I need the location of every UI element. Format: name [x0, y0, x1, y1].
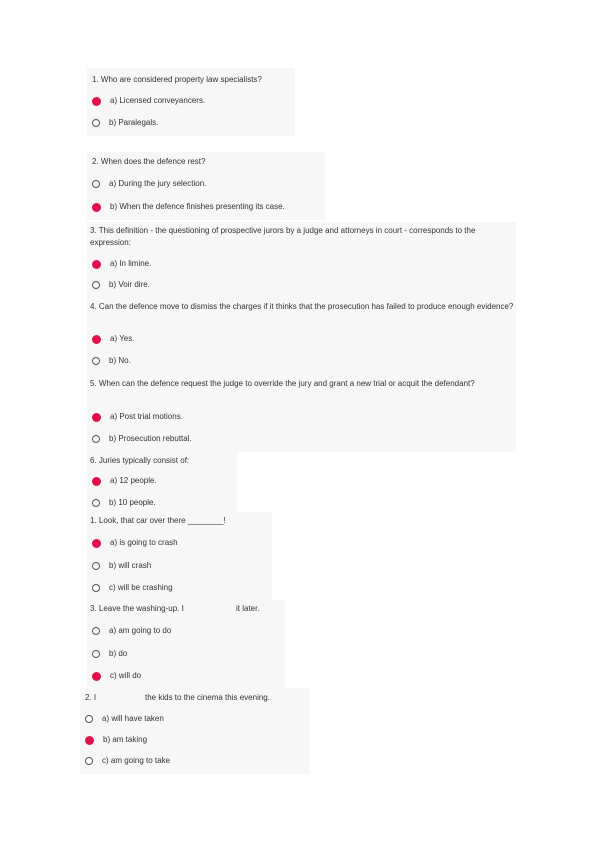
option-label: c) will be crashing: [109, 583, 173, 592]
answer-option[interactable]: [92, 649, 127, 659]
option-label: a) 12 people.: [110, 476, 157, 485]
option-label: a) am going to do: [109, 626, 172, 635]
radio-selected-icon[interactable]: [92, 672, 101, 681]
answer-option[interactable]: [92, 334, 134, 344]
question-text: 5. When can the defence request the judge to override the jury and grant a new trial or acquit the defendant?: [90, 379, 475, 388]
question-text: 4. Can the defence move to dismiss the charges if it thinks that the prosecution has failed to produce enough evidence?: [90, 302, 514, 311]
question-text: 3. This definition - the questioning of prospective jurors by a judge and attorneys in court - corresponds to the expression:: [90, 226, 476, 247]
radio-empty-icon[interactable]: [92, 435, 100, 443]
answer-option[interactable]: [92, 561, 151, 571]
option-label: b) No.: [109, 356, 131, 365]
radio-selected-icon[interactable]: [85, 736, 94, 745]
answer-option[interactable]: [92, 356, 131, 366]
question-text: 1. Who are considered property law specialists?: [92, 75, 262, 84]
option-label: b) Prosecution rebuttal.: [109, 434, 192, 443]
answer-option[interactable]: [92, 412, 183, 422]
option-label: a) During the jury selection.: [109, 179, 207, 188]
answer-option[interactable]: [92, 538, 178, 548]
radio-empty-icon[interactable]: [92, 180, 100, 188]
option-label: b) am taking: [103, 735, 148, 744]
option-label: a) In limine.: [110, 259, 152, 268]
radio-selected-icon[interactable]: [92, 260, 101, 269]
option-label: a) is going to crash: [110, 538, 178, 547]
option-label: c) will do: [110, 671, 142, 680]
option-label: a) Post trial motions.: [110, 412, 183, 421]
radio-empty-icon[interactable]: [92, 562, 100, 570]
question-text-start: 3. Leave the washing-up. I: [90, 604, 184, 613]
answer-option[interactable]: [92, 179, 206, 189]
radio-empty-icon[interactable]: [85, 757, 93, 765]
answer-option[interactable]: [85, 756, 170, 766]
option-label: b) Voir dire.: [109, 280, 150, 289]
option-label: b) Paralegals.: [109, 118, 159, 127]
answer-option[interactable]: [92, 626, 171, 636]
option-label: a) will have taken: [102, 714, 164, 723]
option-label: b) will crash: [109, 561, 152, 570]
radio-empty-icon[interactable]: [92, 650, 100, 658]
radio-selected-icon[interactable]: [92, 335, 101, 344]
answer-option[interactable]: [92, 96, 205, 106]
radio-selected-icon[interactable]: [92, 477, 101, 486]
radio-empty-icon[interactable]: [92, 281, 100, 289]
question-text: 2. When does the defence rest?: [92, 157, 206, 166]
radio-empty-icon[interactable]: [92, 357, 100, 365]
answer-option[interactable]: [92, 476, 157, 486]
option-label: b) do: [109, 649, 128, 658]
option-label: a) Yes.: [110, 334, 135, 343]
option-label: b) When the defence finishes presenting its case.: [110, 202, 285, 211]
answer-option[interactable]: [85, 735, 147, 745]
question-text-end: the kids to the cinema this evening.: [145, 693, 270, 702]
option-label: c) am going to take: [102, 756, 171, 765]
radio-selected-icon[interactable]: [92, 413, 101, 422]
answer-option[interactable]: [92, 202, 285, 212]
answer-option[interactable]: [92, 498, 156, 508]
answer-option[interactable]: [92, 118, 158, 128]
answer-option[interactable]: [92, 434, 192, 444]
option-label: a) Licensed conveyancers.: [110, 96, 206, 105]
radio-empty-icon[interactable]: [92, 119, 100, 127]
radio-empty-icon[interactable]: [92, 499, 100, 507]
answer-option[interactable]: [92, 259, 151, 269]
question-text: 1. Look, that car over there ________!: [90, 516, 226, 525]
answer-option[interactable]: [92, 583, 173, 593]
question-text-start: 2. I: [85, 693, 97, 702]
option-label: b) 10 people.: [109, 498, 156, 507]
radio-empty-icon[interactable]: [92, 584, 100, 592]
radio-empty-icon[interactable]: [85, 715, 93, 723]
radio-empty-icon[interactable]: [92, 627, 100, 635]
radio-selected-icon[interactable]: [92, 203, 101, 212]
answer-option[interactable]: [85, 714, 164, 724]
question-text-end: it later.: [236, 604, 260, 613]
question-text: 6. Juries typically consist of:: [90, 456, 190, 465]
radio-selected-icon[interactable]: [92, 539, 101, 548]
answer-option[interactable]: [92, 280, 150, 290]
answer-option[interactable]: [92, 671, 141, 681]
radio-selected-icon[interactable]: [92, 97, 101, 106]
